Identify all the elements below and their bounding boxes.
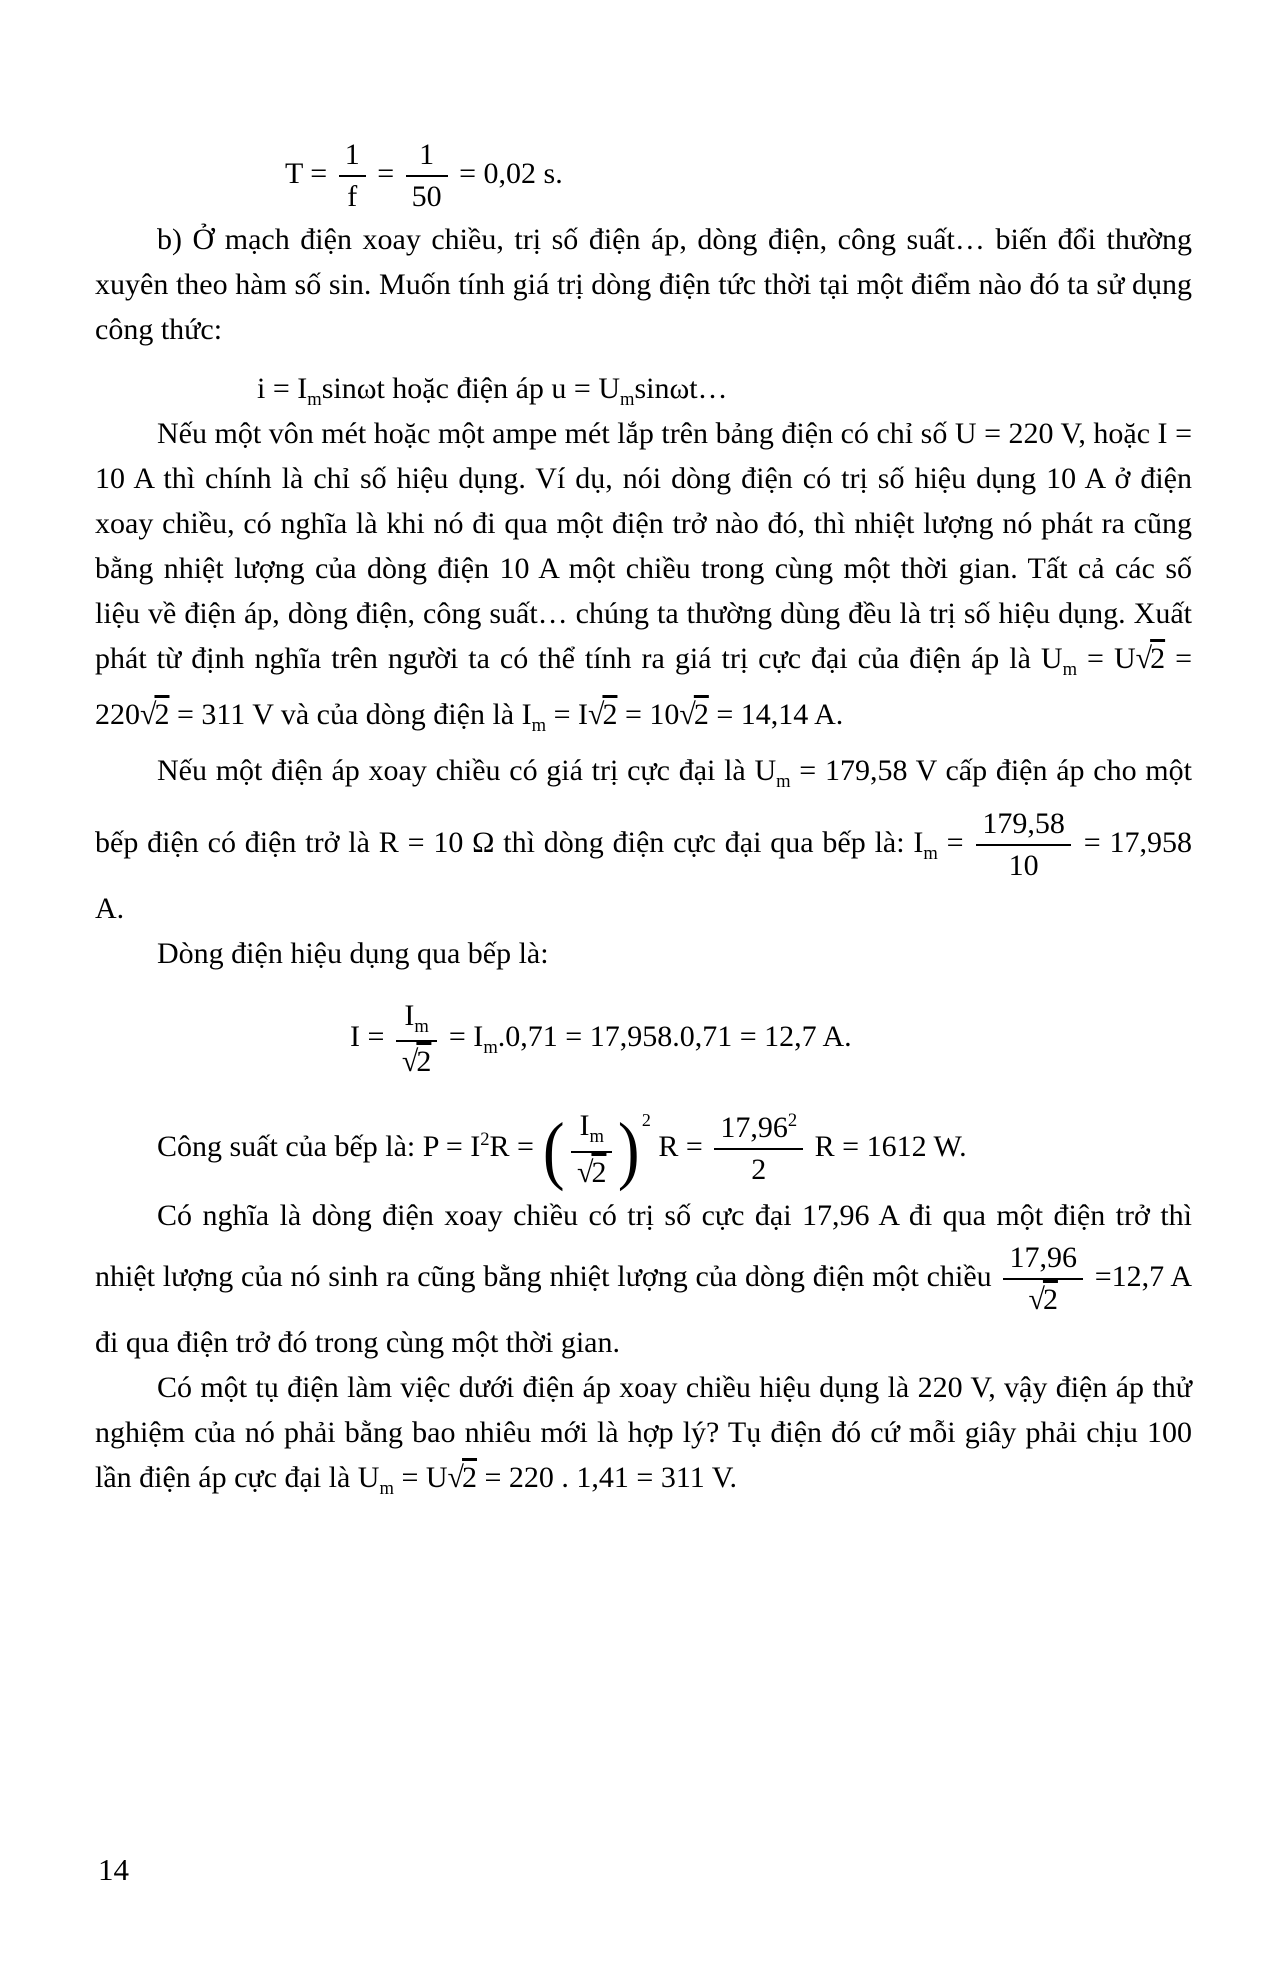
- fraction: $\frac{17,96^2}{2}$: [714, 1110, 803, 1188]
- subscript: m: [483, 1037, 498, 1059]
- subscript: m: [414, 1016, 429, 1037]
- label-effective-current: Dòng điện hiệu dụng qua bếp là:: [157, 937, 549, 970]
- subscript: m: [531, 715, 547, 736]
- paragraph-b-intro: b) Ở mạch điện xoay chiều, trị số điện áp, dòng điện, công suất… biến đổi thường xuyên theo hàm số sin. Muốn tính giá trị dòng điện tức thời tại một điểm nào đó ta sử dụng công thức:: [95, 223, 1192, 346]
- paren-exponent: 2: [641, 1109, 651, 1130]
- square-root: √2: [1028, 1282, 1058, 1316]
- left-paren: (: [543, 1106, 566, 1192]
- square-root: √2: [1135, 642, 1166, 675]
- square-root: √2: [140, 698, 170, 731]
- square-root: √2: [679, 698, 709, 731]
- formula-period: T = $\frac{1}{f}$ = $\frac{1}{50}$ = 0,02 s.: [285, 138, 563, 213]
- subscript: m: [776, 771, 791, 792]
- square-root: √2: [447, 1460, 478, 1494]
- paragraph-capacitor: Có một tụ điện làm việc dưới điện áp xoay chiều hiệu dụng là 220 V, vậy điện áp thử nghiệm của nó phải bằng bao nhiêu mới là hợp lý? Tụ điện đó cứ mỗi giây phải chịu 100 lần điện áp cực đại là $U_m = U√2 = 220$ . 1,41 = 311 V.: [95, 1370, 1192, 1499]
- square-root: √2: [576, 1155, 607, 1189]
- formula-instantaneous-current: $i = I_m\sin\omega t$ hoặc điện áp $u = U_m\sin\omega t\dots$: [257, 372, 728, 410]
- fraction: $\frac{I_m}{√2}$: [571, 1108, 612, 1190]
- subscript: m: [923, 842, 938, 864]
- square-root: √2: [401, 1045, 432, 1079]
- superscript: 2: [787, 1110, 798, 1132]
- page-content: [95, 0, 1192, 1511]
- subscript: m: [307, 389, 322, 410]
- subscript: m: [589, 1126, 604, 1148]
- formula-effective-current: I = $\frac{I_m}{√2}$ = $I_m.0,71 = 17,958.0,71 = 12,7$ A.: [350, 999, 852, 1079]
- fraction: $\frac{17,96}{√2}$: [1003, 1240, 1083, 1318]
- fraction: $\frac{I_m}{√2}$: [396, 998, 437, 1080]
- fraction: $\frac{1}{f}$: [339, 137, 366, 215]
- formula-power: Công suất của bếp là: $P = I^2R$ = ( $\frac{I_m}{√2}$ ) $^2$ R = $\frac{17,96^2}{2}$ R = 1612 W.: [157, 1106, 967, 1192]
- subscript: m: [379, 1477, 394, 1499]
- page-number: 14: [98, 1852, 129, 1887]
- subscript: m: [1062, 659, 1078, 680]
- fraction: $\frac{1}{50}$: [406, 137, 448, 215]
- paragraph-effective-values: Nếu một vôn mét hoặc một ampe mét lắp trên bảng điện có chỉ số U = 220 V, hoặc I = 10 A thì chính là chỉ số hiệu dụng. Ví dụ, nói dòng điện có trị số hiệu dụng 10 A ở điện xoay chiều, có nghĩa là khi nó đi qua một điện trở nào đó, thì nhiệt lượng nó phát ra cũng bằng nhiệt lượng của dòng điện 10 A một chiều trong cùng một thời gian. Tất cả các số liệu về điện áp, dòng điện, công suất… chúng ta thường dùng đều là trị số hiệu dụng. Xuất phát từ định nghĩa trên người ta có thể tính ra giá trị cực đại của điện áp là $U_m = U√2 = 220√2 = 311$ V và của dòng điện là $I_m = I√2 = 10√2 = 14,14$ A.: [95, 417, 1193, 736]
- square-root: √2: [587, 698, 618, 731]
- right-paren: ): [618, 1106, 641, 1192]
- fraction: $\frac{179,58}{10}$: [976, 806, 1071, 884]
- superscript: 2: [480, 1129, 490, 1151]
- paragraph-peak-current: Nếu một điện áp xoay chiều có giá trị cực đại là $U_m = 179,58$ V cấp điện áp cho một bếp điện có điện trở là R = 10 Ω thì dòng điện cực đại qua bếp là: $I_m$ = $\frac{179,58}{10}$ = 17,958 A.: [95, 754, 1192, 925]
- paragraph-meaning: Có nghĩa là dòng điện xoay chiều có trị số cực đại 17,96 A đi qua một điện trở thì nhiệt lượng của nó sinh ra cũng bằng nhiệt lượng của dòng điện một chiều $\frac{17,96}{√2}$ =12,7 A đi qua điện trở đó trong cùng một thời gian.: [95, 1198, 1192, 1359]
- subscript: m: [620, 389, 635, 410]
